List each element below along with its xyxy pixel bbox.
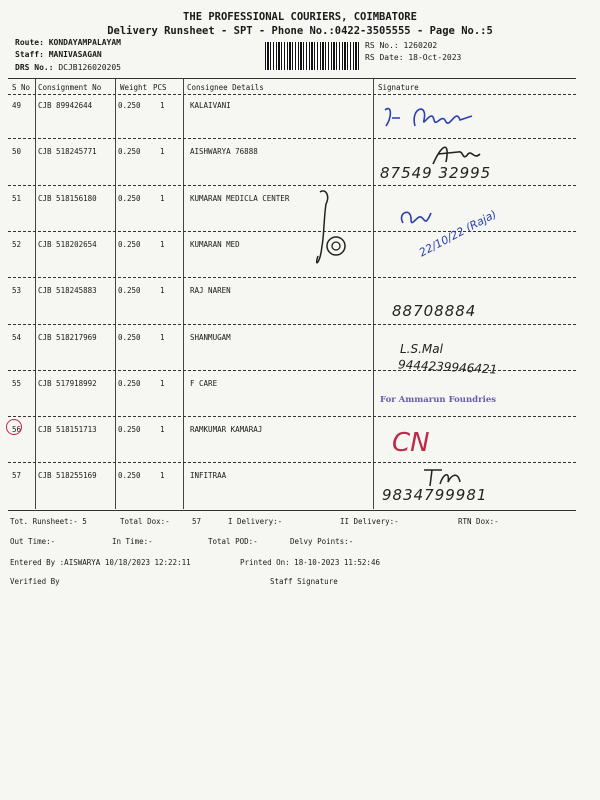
row-consignment-no: CJB 517918992 — [38, 379, 97, 388]
col-header-pcs: PCS — [153, 83, 167, 92]
handwritten-phone-row-54: 9444239946421 — [397, 357, 498, 377]
row-divider — [8, 462, 576, 463]
rs-date: RS Date: 18-Oct-2023 — [365, 53, 462, 62]
row-divider — [8, 416, 576, 417]
row-consignee: KUMARAN MEDICLA CENTER — [190, 194, 290, 203]
col-divider — [35, 79, 36, 509]
row-sno: 54 — [12, 333, 22, 342]
col-header-signature: Signature — [378, 83, 419, 92]
handwritten-phone: 87549 32995 — [380, 164, 492, 182]
row-consignee: RAMKUMAR KAMARAJ — [190, 425, 263, 434]
i-delivery: I Delivery:- — [228, 517, 283, 526]
runsheet-subtitle: Delivery Runsheet - SPT - Phone No.:0422-3505555 - Page No.:5 — [107, 25, 493, 37]
staff-signature: Staff Signature — [270, 577, 338, 586]
row-sno: 49 — [12, 101, 22, 110]
rs-number: RS No.: 1260202 — [365, 41, 438, 50]
row-pcs: 1 — [160, 286, 165, 295]
col-divider — [373, 79, 374, 509]
row-consignment-no: CJB 518151713 — [38, 425, 97, 434]
row-weight: 0.250 — [118, 379, 141, 388]
table-bottom-border — [8, 510, 576, 511]
row-pcs: 1 — [160, 471, 165, 480]
col-divider — [183, 79, 184, 509]
row-pcs: 1 — [160, 240, 165, 249]
row-consignee: AISHWARYA 76888 — [190, 147, 258, 156]
route-label: Route: KONDAYAMPALAYAM — [15, 38, 121, 47]
row-consignee: KALAIVANI — [190, 101, 231, 110]
total-pod: Total POD:- — [208, 537, 258, 546]
row-consignee: RAJ NAREN — [190, 286, 231, 295]
row-consignment-no: CJB 518245883 — [38, 286, 97, 295]
row-weight: 0.250 — [118, 425, 141, 434]
drs-number — [15, 63, 121, 72]
row-weight: 0.250 — [118, 101, 141, 110]
row-consignment-no: CJB 518245771 — [38, 147, 97, 156]
handwritten-initials-row-56: CN — [392, 428, 430, 458]
row-pcs: 1 — [160, 194, 165, 203]
handwritten-phone-row-53: 88708884 — [392, 302, 477, 320]
row-pcs: 1 — [160, 379, 165, 388]
barcode — [265, 42, 360, 70]
row-divider — [8, 138, 576, 139]
row-divider — [8, 324, 576, 325]
row-consignee: KUMARAN MED — [190, 240, 240, 249]
drs-label: DRS No.: — [15, 63, 54, 72]
row-weight: 0.250 — [118, 471, 141, 480]
col-header-sno: S No — [12, 83, 31, 92]
handwritten-date: 22/10/22 (Raja) — [416, 207, 499, 260]
row-sno: 57 — [12, 471, 22, 480]
row-consignee: F CARE — [190, 379, 218, 388]
company-title: THE PROFESSIONAL COURIERS, COIMBATORE — [183, 11, 417, 23]
row-consignee: INFITRAA — [190, 471, 227, 480]
total-dox-value: 57 — [192, 517, 202, 526]
row-consignment-no: CJB 518217969 — [38, 333, 97, 342]
row-consignment-no: CJB 89942644 — [38, 101, 93, 110]
ii-delivery: II Delivery:- — [340, 517, 399, 526]
row-divider — [8, 277, 576, 278]
row-pcs: 1 — [160, 147, 165, 156]
row-56-circle-mark — [6, 419, 22, 435]
signature-row-49 — [380, 98, 500, 138]
row-pcs: 1 — [160, 101, 165, 110]
staff-label: Staff: MANIVASAGAN — [15, 50, 102, 59]
row-consignment-no: CJB 518255169 — [38, 471, 97, 480]
row-pcs: 1 — [160, 425, 165, 434]
row-pcs: 1 — [160, 333, 165, 342]
row-weight: 0.250 — [118, 286, 141, 295]
handwritten-phone-row-57: 9834799981 — [382, 486, 488, 504]
row-sno: 50 — [12, 147, 22, 156]
in-time: In Time:- — [112, 537, 153, 546]
row-sno: 52 — [12, 240, 22, 249]
verified-by: Verified By — [10, 577, 60, 586]
table-header-border — [8, 94, 576, 95]
col-header-weight: Weight — [120, 83, 148, 92]
total-dox-label: Total Dox:- — [120, 517, 170, 526]
col-header-consignee: Consignee Details — [187, 83, 264, 92]
row-consignment-no: CJB 518156180 — [38, 194, 97, 203]
row-weight: 0.250 — [118, 194, 141, 203]
signature-mark — [395, 205, 435, 235]
out-time: Out Time:- — [10, 537, 56, 546]
row-consignment-no: CJB 518202654 — [38, 240, 97, 249]
row-sno: 53 — [12, 286, 22, 295]
col-divider — [115, 79, 116, 509]
signature-row-52 — [395, 205, 505, 270]
rtn-dox: RTN Dox:- — [458, 517, 499, 526]
col-header-consignment: Consignment No — [38, 83, 102, 92]
row-consignee: SHANMUGAM — [190, 333, 231, 342]
row-sno: 56 — [12, 425, 22, 434]
handwritten-name-row-54: L.S.Mal — [400, 342, 443, 356]
row-weight: 0.250 — [118, 333, 141, 342]
signature-mark-row-57 — [420, 466, 470, 488]
row-sno: 51 — [12, 194, 22, 203]
company-stamp: For Ammarun Foundries — [380, 395, 497, 405]
row-weight: 0.250 — [118, 240, 141, 249]
drs-value: DCJB126020205 — [58, 63, 121, 72]
entered-by: Entered By :AISWARYA 10/18/2023 12:22:11 — [10, 558, 191, 567]
delvy-points: Delvy Points:- — [290, 537, 354, 546]
signature-bracket-51-52 — [300, 186, 360, 276]
row-weight: 0.250 — [118, 147, 141, 156]
printed-on: Printed On: 18-10-2023 11:52:46 — [240, 558, 380, 567]
table-top-border — [8, 78, 576, 79]
total-runsheet: Tot. Runsheet:- 5 — [10, 517, 87, 526]
row-sno: 55 — [12, 379, 22, 388]
signature-row-50 — [380, 140, 550, 190]
